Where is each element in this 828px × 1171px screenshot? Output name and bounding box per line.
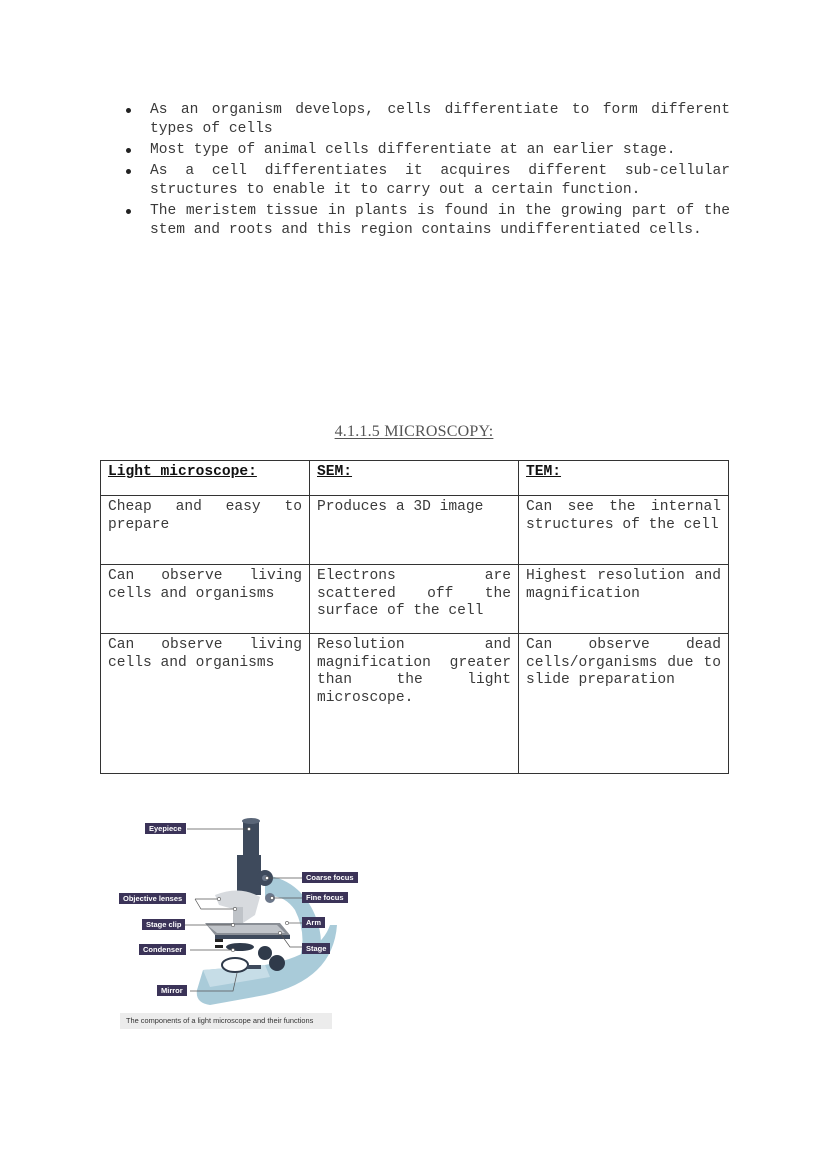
table-row (101, 634, 729, 774)
label-eyepiece: Eyepiece (145, 823, 186, 834)
header-cell-sem: SEM: (310, 461, 519, 496)
label-fine-focus: Fine focus (302, 892, 348, 903)
table-cell: Electrons are scattered off the surface of the cell (310, 565, 519, 634)
label-objective-lenses: Objective lenses (119, 893, 186, 904)
bullet-dot-icon (126, 169, 131, 174)
table-row (101, 565, 729, 634)
section-heading: 4.1.1.5 MICROSCOPY: (334, 423, 494, 440)
label-mirror: Mirror (157, 985, 187, 996)
table-cell: Can see the internal structures of the cell (519, 496, 729, 565)
bullet-dot-icon (126, 209, 131, 214)
table-cell: Can observe living cells and organisms (101, 634, 310, 774)
table-header-row (101, 461, 729, 496)
table-cell: Can observe dead cells/organisms due to slide preparation (519, 634, 729, 774)
header-cell-light-microscope: Light microscope: (101, 461, 310, 496)
bullet-item: The meristem tissue in plants is found in the growing part of the stem and roots and this region contains undifferentiated cells. (126, 202, 730, 240)
microscope-comparison-table (100, 460, 729, 774)
bullet-dot-icon (126, 108, 131, 113)
label-stage: Stage (302, 943, 330, 954)
table-cell: Cheap and easy to prepare (101, 496, 310, 565)
table-cell: Resolution and magnification greater than the light microscope. (310, 634, 519, 774)
label-condenser: Condenser (139, 944, 186, 955)
bullet-item: Most type of animal cells differentiate at an earlier stage. (126, 141, 730, 160)
bullet-item: As an organism develops, cells differentiate to form different types of cells (126, 101, 730, 139)
bullet-dot-icon (126, 148, 131, 153)
label-stage-clip: Stage clip (142, 919, 185, 930)
figure-caption: The components of a light microscope and their functions (120, 1013, 332, 1029)
microscope-diagram (115, 805, 365, 1035)
bullet-item: As a cell differentiates it acquires different sub-cellular structures to enable it to carry out a certain function. (126, 162, 730, 200)
table-cell: Can observe living cells and organisms (101, 565, 310, 634)
header-cell-tem: TEM: (519, 461, 729, 496)
differentiation-bullet-list (126, 101, 730, 242)
label-coarse-focus: Coarse focus (302, 872, 358, 883)
table-cell: Highest resolution and magnification (519, 565, 729, 634)
microscope-illustration-icon (115, 805, 365, 1015)
table-row (101, 496, 729, 565)
table-cell: Produces a 3D image (310, 496, 519, 565)
label-arm: Arm (302, 917, 325, 928)
